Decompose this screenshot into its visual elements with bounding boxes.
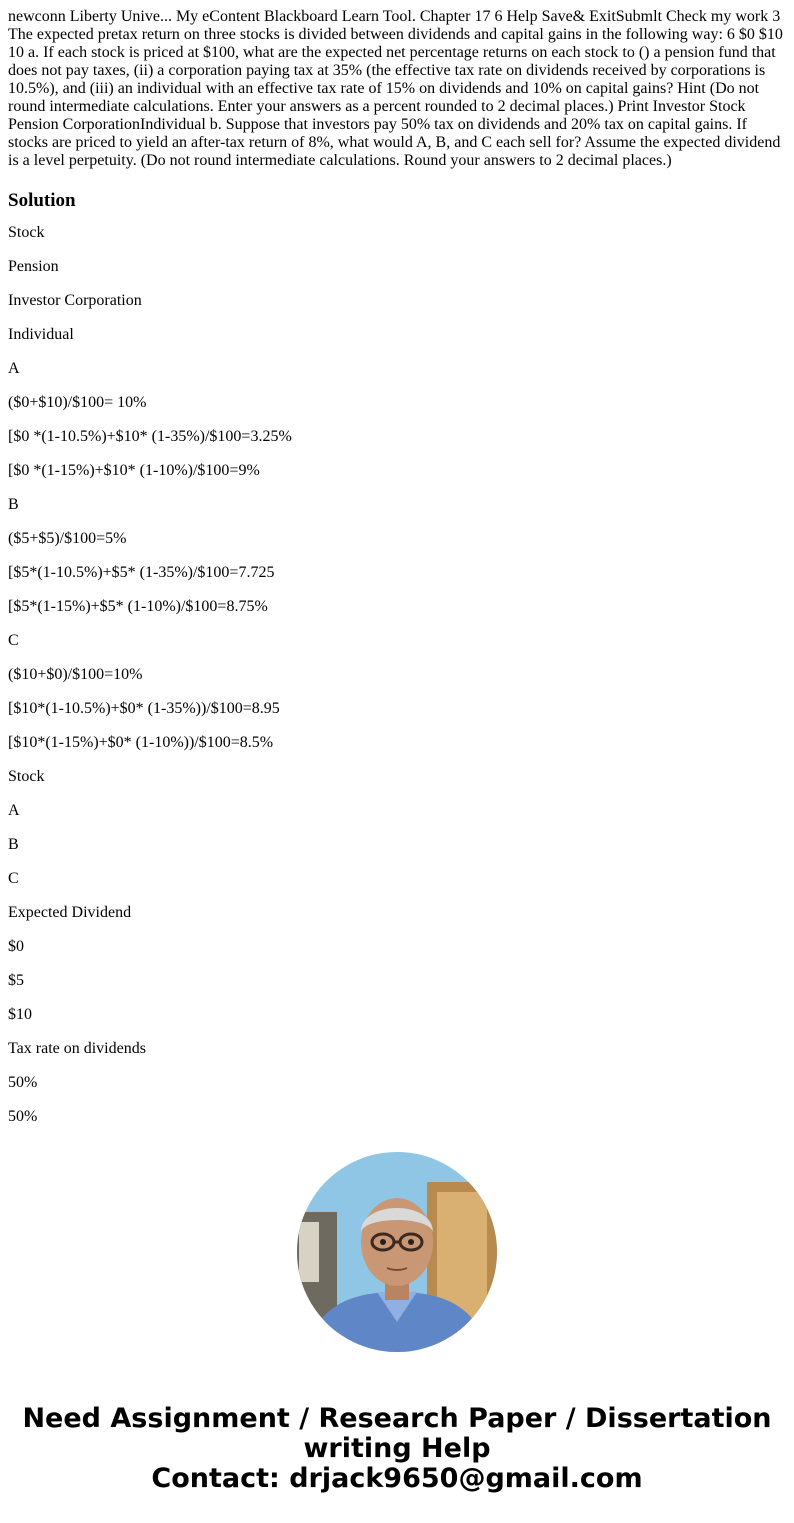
question-text: newconn Liberty Unive... My eContent Blackboard Learn Tool. Chapter 17 6 Help Save& ExitSubmlt Check my work 3 The expected pretax return on three stocks is divided between dividends and capital gains in the following way: 6 $0 $10 10 a. If each stock is priced at $100, what are the expected net percentage returns on each stock to () a pension fund that does not pay taxes, (ii) a corporation paying tax at 35% (the effective tax rate on dividends received by corporations is 10.5%), and (iii) an individual with an effective tax rate of 15% on dividends and 10% on capital gains? Hint (Do not round intermediate calculations. Enter your answers as a percent rounded to 2 decimal places.) Print Investor Stock Pension CorporationIndividual b. Suppose that investors pay 50% tax on dividends and 20% tax on capital gains. If stocks are priced to yield an after-tax return of 8%, what would A, B, and C each sell for? Assume the expected dividend is a level perpetuity. (Do not round intermediate calculations. Round your answers to 2 decimal places.): [8, 8, 783, 169]
solution-line: Stock: [8, 224, 45, 241]
promo-line: writing Help: [303, 1433, 491, 1464]
solution-line: [$0 *(1-10.5%)+$10* (1-35%)/$100=3.25%: [8, 428, 292, 445]
solution-line: $10: [8, 1006, 32, 1023]
solution-line: A: [8, 802, 20, 819]
solution-line: B: [8, 496, 19, 513]
solution-line: Individual: [8, 326, 74, 343]
solution-line: C: [8, 632, 19, 649]
solution-line: ($10+$0)/$100=10%: [8, 666, 143, 683]
solution-line: Expected Dividend: [8, 904, 132, 921]
solution-line: $0: [8, 938, 24, 955]
portrait-image: [297, 1152, 497, 1352]
promo-contact: Contact: drjack9650@gmail.com: [151, 1463, 643, 1494]
avatar: [297, 1152, 497, 1352]
solution-line: ($0+$10)/$100= 10%: [8, 394, 147, 411]
solution-line: [$5*(1-10.5%)+$5* (1-35%)/$100=7.725: [8, 564, 275, 581]
solution-line: ($5+$5)/$100=5%: [8, 530, 127, 547]
solution-line: 50%: [8, 1108, 38, 1122]
solution-line: 50%: [8, 1074, 38, 1091]
solution-line: [$5*(1-15%)+$5* (1-10%)/$100=8.75%: [8, 598, 268, 615]
solution-line: Investor Corporation: [8, 292, 142, 309]
solution-line: A: [8, 360, 20, 377]
promo-line: Need Assignment / Research Paper / Dissertation: [22, 1403, 772, 1434]
solution-line: $5: [8, 972, 24, 989]
promo-text: [0, 1404, 794, 1494]
solution-line: B: [8, 836, 19, 853]
solution-line: [$10*(1-15%)+$0* (1-10%))/$100=8.5%: [8, 734, 274, 751]
solution-lines: [8, 224, 786, 1122]
solution-line: Stock: [8, 768, 45, 785]
solution-line: [$0 *(1-15%)+$10* (1-10%)/$100=9%: [8, 462, 260, 479]
solution-line: [$10*(1-10.5%)+$0* (1-35%))/$100=8.95: [8, 700, 280, 717]
solution-line: Tax rate on dividends: [8, 1040, 146, 1057]
solution-heading: Solution: [8, 190, 76, 211]
solution-line: C: [8, 870, 19, 887]
solution-line: Pension: [8, 258, 59, 275]
promo-banner: [0, 1152, 794, 1523]
